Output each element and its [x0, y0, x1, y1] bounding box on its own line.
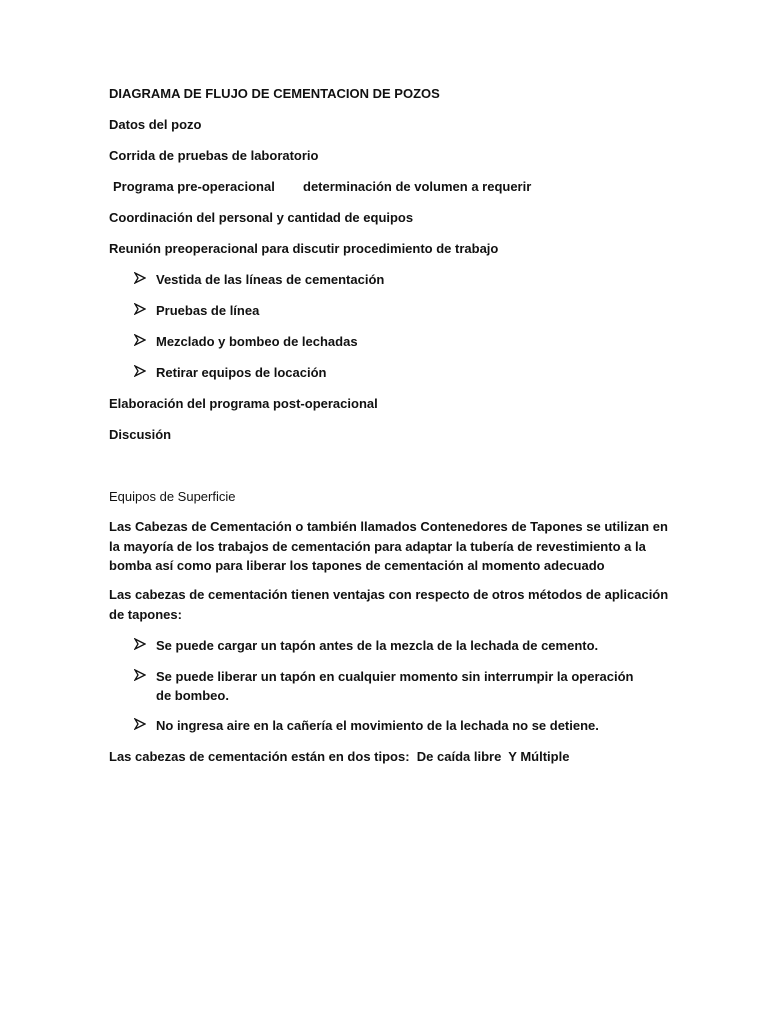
step-meeting: Reunión preoperacional para discutir procedimiento de trabajo — [109, 241, 499, 256]
paragraph: Las Cabezas de Cementación o también llamados Contenedores de Tapones se utilizan en la mayoría de los trabajos de cementación para adaptar la tubería de revestimiento a la bomba así como para liberar los tapones de cementación al momento adecuado — [109, 519, 668, 573]
step-well-data: Datos del pozo — [109, 117, 202, 132]
step-discussion: Discusión — [109, 427, 172, 442]
list-item: Mezclado y bombeo de lechadas — [156, 334, 358, 349]
closing-line: Las cabezas de cementación están en dos tipos: De caída libre Y Múltiple — [109, 749, 570, 764]
document-title: DIAGRAMA DE FLUJO DE CEMENTACION DE POZOS — [109, 86, 440, 101]
list-item: Pruebas de línea — [156, 303, 260, 318]
arrow-bullet-icon — [134, 363, 146, 382]
arrow-bullet-icon — [134, 301, 146, 320]
list-item: Vestida de las líneas de cementación — [156, 272, 385, 287]
step-lab-tests: Corrida de pruebas de laboratorio — [109, 148, 319, 163]
paragraph: Las cabezas de cementación tienen ventajas con respecto de otros métodos de aplicación de tapones: — [109, 587, 669, 622]
arrow-bullet-icon — [134, 270, 146, 289]
arrow-bullet-icon — [134, 636, 146, 655]
step-program-left: Programa pre-operacional — [113, 179, 275, 194]
step-program-right: determinación de volumen a requerir — [303, 179, 532, 194]
step-post-operational: Elaboración del programa post-operacional — [109, 396, 378, 411]
list-item: Se puede cargar un tapón antes de la mezcla de la lechada de cemento. — [156, 638, 599, 653]
section-title: Equipos de Superficie — [109, 489, 236, 504]
step-coordination: Coordinación del personal y cantidad de equipos — [109, 210, 414, 225]
arrow-bullet-icon — [134, 667, 146, 686]
list-item: Se puede liberar un tapón en cualquier momento sin interrumpir la operación de bombeo. — [156, 669, 634, 703]
arrow-bullet-icon — [134, 716, 146, 735]
arrow-bullet-icon — [134, 332, 146, 351]
list-item: Retirar equipos de locación — [156, 365, 327, 380]
list-item: No ingresa aire en la cañería el movimiento de la lechada no se detiene. — [156, 718, 599, 733]
